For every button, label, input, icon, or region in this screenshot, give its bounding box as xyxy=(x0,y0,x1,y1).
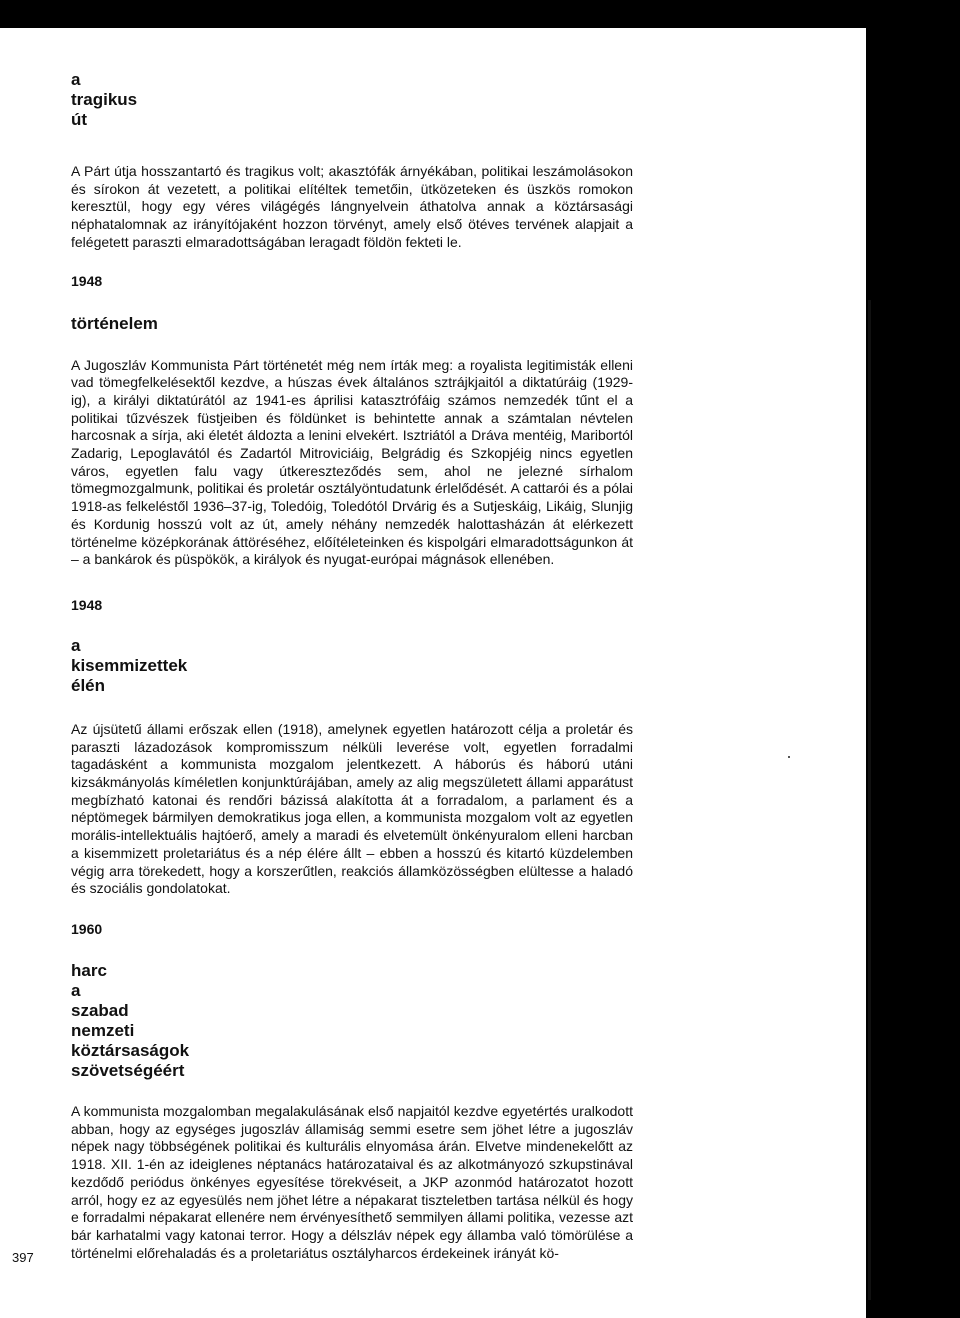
section-paragraph-history: A Jugoszláv Kommunista Párt történetét még nem írták meg: a royalista legitimisták elleni vad tömegfelkelésektől kezdve, a húszas évek általános sztrájkjaitól a diktatúráig (1929-ig), a királyi diktatúrától az 1941-es áprilisi katasztrófáig számos nemzedék tűnt el a politikai tűzvészek füstjeiben és földünket is behintette annak a számtalan névtelen harcosnak a sírja, aki életét áldozta a lenini elvekért. Isztriától a Dráva mentéig, Maribortól Zadarig, Lepoglavától és Zadartól Mitroviciáig, Belgrádig és Szkopjéig nincs egyetlen város, egyetlen falu vagy útkereszteződés sem, ahol ne jelezné sírhalom tömegmozgalmunk, politikai és proletár osztályöntudatunk érlelődését. A cattarói és a pólai 1918-as felkeléstől 1936–37-ig, Toledóig, Toledótól Drvárig és a Sutjeskáig, Likáig, Slunjig és Kordunig hosszú volt az út, amely néhány nemzedék halottasházán át elérkezett történelme középkorának áttöréséhez, előítéleteinken és kispolgári elmaradottságunkon át – a bankárok és püspökök, a királyok és nyugat-európai mágnások ellenében. xyxy=(71,356,633,568)
section-heading-dispossessed: a kisemmizettek élén xyxy=(71,635,188,695)
section-year-history: 1948 xyxy=(71,272,103,289)
scan-speck xyxy=(788,756,790,758)
section-year-federation: 1960 xyxy=(71,920,103,937)
section-heading-history: történelem xyxy=(71,313,158,333)
article-body xyxy=(71,70,633,1262)
section-paragraph-tragic-path: A Párt útja hosszantartó és tragikus volt; akasztófák árnyékában, politikai leszámolásokon és sírokon át vezetett, a politikai elítéltek temetőin, ütközeteken és üszkös romokon keresztül, hogy egy véres világégés lángnyelvein áthatolva annak a köztársasági néphatalomnak az irányítójaként hozzon törvényt, amely első ötéves tervének alapjait a felégetett paraszti elmaradottságában leragadt földön fekteti le. xyxy=(71,163,633,250)
page-number: 397 xyxy=(12,1250,34,1265)
section-paragraph-dispossessed: Az újsütetű állami erőszak ellen (1918), amelynek egyetlen határozott célja a proletár és paraszti lázadozások kompromisszum nélküli leverése volt, egyetlen forradalmi tagadásként a kommunista mozgalom jelentkezett. A háborús és háború utáni kizsákmányolás kíméletlen konjunktúrájában, amely az alig megszületett állami apparátust megbízható katonai és rendőri bázissá alakította át a forradalom, a parlament és a néptömegek bármilyen demokratikus joga ellen, a kommunista mozgalom volt az egyetlen morális-intellektuális hajtóerő, amely a maradi és elvetemült önkényuralom elleni harcban a kisemmizett proletariátus és a nép élére állt – ebben a hosszú és kitartó küzdelemben végig arra törekedett, hogy a korszerűtlen, reakciós államközösségben elültesse a haladó és szociális gondolatokat. xyxy=(71,720,633,897)
section-paragraph-federation: A kommunista mozgalomban megalakulásának első napjaitól kezdve egyetértés uralkodott abban, hogy az egységes jugoszláv államiság semmi esetre sem jöhet létre a jugoszláv népek nagy többségének politikai és kulturális elnyomása árán. Elvetve mindenekelőtt az 1918. XII. 1-én az ideiglenes néptanács határozataival és az alkotmányozó szkupstinával kezdődő periódus önkényes egyesítése törekvéseit, a JKP azonmód határozatot hozott arról, hogy ez az egyesülés nem jöhet létre a népakarat tiszteletben tartása nélkül és hogy e forradalmi népakarat ellenére nem érvényesíthető semmilyen állami politika, vezesse azt bár karhatalmi vagy katonai terror. Hogy a délszláv népek egy államba való tömörülése a történelmi előrehaladás és a proletariátus osztályharcos érdekeinek irányát kö- xyxy=(71,1102,633,1261)
document-page xyxy=(0,28,866,1318)
scan-edge-line xyxy=(868,300,871,1300)
section-year-dispossessed: 1948 xyxy=(71,596,103,613)
section-heading-federation: harc a szabad nemzeti köztársaságok szövetségéért xyxy=(71,960,190,1080)
section-heading-tragic-path: a tragikus út xyxy=(71,70,138,129)
